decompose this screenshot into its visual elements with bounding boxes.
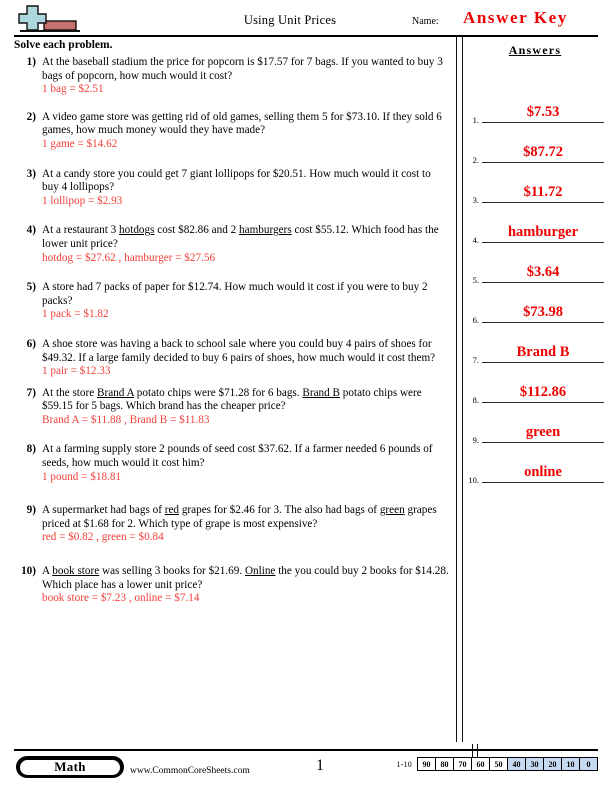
problem-number: 5) [26, 281, 36, 294]
keyword-hamburgers: hamburgers [239, 224, 292, 237]
problem-text: At a candy store you could get 7 giant lollipops for $20.51. How much would it cost to buy 4 lollipops? [42, 167, 431, 194]
problem-number: 6) [26, 337, 36, 350]
answer-row [464, 409, 610, 443]
problem-number: 9) [26, 504, 36, 517]
problem-work: hotdog = $27.62 , hamburger = $27.56 [42, 251, 216, 264]
problem-number: 4) [26, 224, 36, 237]
problem-item [14, 504, 450, 545]
problem-text: A book store was selling 3 books for $21.69. Online the you could buy 2 books for $14.28. Which place has a lower unit price? [42, 565, 449, 591]
problem-work: 1 lollipop = $2.93 [42, 194, 123, 207]
answer-value: $3.64 [526, 264, 560, 280]
answer-row [464, 209, 610, 243]
problem-work: 1 pound = $18.81 [42, 470, 122, 483]
problem-text: A shoe store was having a back to school sale where you could buy 4 pairs of shoes for $49.32. If a large family decided to buy 6 pairs of shoes, how much would it cost them? [42, 337, 436, 364]
problem-number: 1) [26, 56, 36, 68]
answer-row [464, 289, 610, 323]
answer-index: 6. [472, 315, 479, 325]
problem-item [14, 565, 450, 606]
answer-row [464, 249, 610, 283]
instruction-text: Solve each problem. [14, 39, 113, 51]
scale-tick-mark [472, 744, 478, 757]
problem-text: At the baseball stadium the price for popcorn is $17.57 for 7 bags. If you wanted to buy 3 bags of popcorn, how much would it cost? [42, 56, 443, 82]
answer-value: $73.98 [523, 304, 563, 320]
problem-text: A store had 7 packs of paper for $12.74. How much would it cost if you were to buy 2 packs? [42, 281, 428, 307]
answer-value: $87.72 [523, 144, 563, 160]
scale-cell-10: 10 [561, 757, 579, 771]
problem-work: 1 pack = $1.82 [42, 308, 109, 321]
answer-index: 1. [472, 115, 479, 125]
problem-text: At a farming supply store 2 pounds of seed cost $37.62. If a farmer needed 6 pounds of seeds, how much would it cost him? [42, 443, 433, 470]
answer-value: $112.86 [519, 384, 567, 400]
answer-row [464, 89, 610, 123]
keyword-online: Online [244, 565, 276, 578]
problems-list [14, 56, 450, 614]
answer-index: 8. [472, 395, 479, 405]
footer-divider [14, 749, 598, 751]
problem-work: 1 pair = $12.33 [42, 365, 111, 378]
keyword-brand-a: Brand A [97, 386, 134, 399]
problem-item [14, 168, 450, 209]
answer-key-label: Answer Key [463, 8, 568, 27]
answer-value: online [524, 464, 562, 480]
answer-index: 9. [472, 435, 479, 445]
scale-cell-0: 0 [579, 757, 598, 771]
problem-work: red = $0.82 , green = $0.84 [42, 531, 164, 544]
page-title: Using Unit Prices [243, 13, 337, 27]
subject-badge-label: Math [20, 760, 120, 775]
problem-number: 3) [26, 167, 36, 180]
problem-item [14, 281, 450, 322]
scale-cell-80: 80 [435, 757, 453, 771]
problem-work: book store = $7.23 , online = $7.14 [42, 592, 200, 605]
problem-work: 1 bag = $2.51 [42, 83, 104, 96]
answer-row [464, 369, 610, 403]
scale-cell-50: 50 [489, 757, 507, 771]
answer-row [464, 129, 610, 163]
subject-badge [16, 756, 124, 778]
problem-item [14, 224, 450, 265]
answer-index: 4. [472, 235, 479, 245]
keyword-red: red [164, 504, 180, 517]
problem-text: At the store Brand A potato chips were $71.28 for 6 bags. Brand B potato chips were $59.15 for 5 bags. Which brand has the cheaper price? [42, 386, 422, 413]
keyword-book-store: book store [52, 565, 100, 578]
answer-row [464, 449, 610, 483]
answer-index: 10. [468, 475, 479, 485]
problem-number: 10) [21, 565, 36, 578]
problem-text: A video game store was getting rid of old games, selling them 5 for $73.10. If they sold 6 games, how much money would they have made? [42, 110, 442, 137]
keyword-brand-b: Brand B [302, 386, 340, 399]
answer-value: $11.72 [523, 184, 563, 200]
answer-value: green [525, 424, 561, 440]
answer-value: Brand B [516, 344, 570, 360]
problem-work: 1 game = $14.62 [42, 137, 118, 150]
score-scale [397, 757, 598, 771]
problem-number: 8) [26, 443, 36, 456]
answer-index: 3. [472, 195, 479, 205]
problem-work: Brand A = $11.88 , Brand B = $11.83 [42, 413, 210, 426]
page-header [0, 0, 612, 36]
scale-cell-90: 90 [417, 757, 435, 771]
scale-cell-40: 40 [507, 757, 525, 771]
scale-cell-20: 20 [543, 757, 561, 771]
answer-value: hamburger [507, 224, 579, 240]
answer-row [464, 169, 610, 203]
answer-row [464, 329, 610, 363]
problem-text: A supermarket had bags of red grapes for $2.46 for 3. The also had bags of green grapes priced at $1.68 for 2. Which type of grape is most expensive? [42, 504, 437, 530]
problem-item [14, 338, 450, 379]
answer-index: 2. [472, 155, 479, 165]
scale-cell-30: 30 [525, 757, 543, 771]
problem-number: 2) [26, 110, 36, 123]
scale-cell-70: 70 [453, 757, 471, 771]
problem-item [14, 387, 450, 428]
plus-block-logo-icon [18, 4, 84, 34]
answers-header: Answers [508, 43, 562, 57]
answer-index: 5. [472, 275, 479, 285]
problem-text: At a restaurant 3 hotdogs cost $82.86 and 2 hamburgers cost $55.12. Which food has the lower unit price? [42, 224, 439, 250]
keyword-green: green [379, 504, 405, 517]
scale-cell-60: 60 [471, 757, 489, 771]
problem-number: 7) [26, 386, 36, 399]
scale-range-label: 1-10 [396, 759, 412, 769]
problem-item [14, 56, 450, 97]
page-number: 1 [316, 757, 324, 774]
keyword-hotdogs: hotdogs [119, 224, 155, 237]
problem-item [14, 443, 450, 484]
name-label: Name: [412, 16, 439, 27]
answer-index: 7. [472, 355, 479, 365]
problem-item [14, 111, 450, 152]
site-url: www.CommonCoreSheets.com [130, 766, 250, 776]
answers-column [462, 37, 612, 742]
answer-value: $7.53 [526, 104, 560, 120]
